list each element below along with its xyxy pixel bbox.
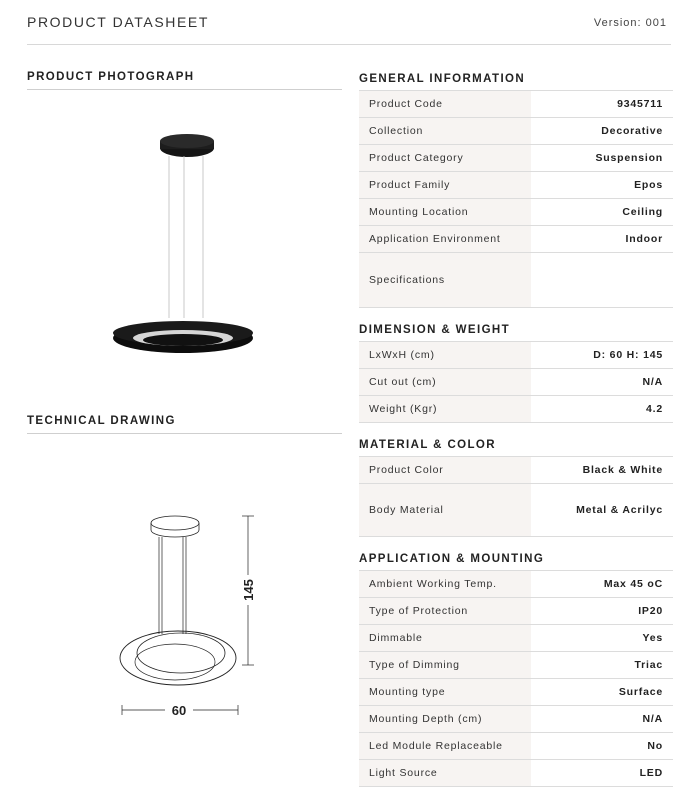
row-label: Ambient Working Temp. [359, 571, 531, 597]
general-information-section [359, 68, 673, 308]
table-row [359, 368, 673, 395]
row-label: LxWxH (cm) [359, 342, 531, 368]
table-row [359, 395, 673, 423]
material-color-title: MATERIAL & COLOR [359, 439, 496, 451]
table-row [359, 597, 673, 624]
table-row [359, 456, 673, 483]
row-value: LED [639, 767, 663, 779]
row-label: Product Family [359, 172, 531, 198]
row-value: IP20 [638, 605, 663, 617]
row-value: Suspension [595, 152, 663, 164]
version-label: Version: 001 [593, 17, 667, 29]
row-value: N/A [642, 713, 663, 725]
material-color-section [359, 434, 673, 537]
table-row [359, 705, 673, 732]
page-title: PRODUCT DATASHEET [27, 14, 209, 30]
row-label: Body Material [359, 484, 531, 536]
row-label: Product Color [359, 457, 531, 483]
row-label: Type of Protection [359, 598, 531, 624]
header-divider [27, 44, 671, 45]
row-value: Ceiling [622, 206, 663, 218]
table-row [359, 732, 673, 759]
dimension-weight-title: DIMENSION & WEIGHT [359, 324, 511, 336]
table-row [359, 624, 673, 651]
application-mounting-title: APPLICATION & MOUNTING [359, 553, 545, 565]
drawing-section-title: TECHNICAL DRAWING [27, 415, 176, 427]
table-row [359, 171, 673, 198]
table-row [359, 198, 673, 225]
row-label: Type of Dimming [359, 652, 531, 678]
row-value: 4.2 [646, 403, 663, 415]
row-value: Black & White [582, 464, 663, 476]
row-value: Yes [642, 632, 663, 644]
row-value: Decorative [601, 125, 663, 137]
application-mounting-section [359, 548, 673, 787]
row-label: Application Environment [359, 226, 531, 252]
row-label: Product Category [359, 145, 531, 171]
table-row [359, 570, 673, 597]
table-row [359, 651, 673, 678]
table-row [359, 225, 673, 252]
row-value: N/A [642, 376, 663, 388]
table-row [359, 678, 673, 705]
spec-tables [359, 68, 673, 798]
general-information-title: GENERAL INFORMATION [359, 73, 526, 85]
row-value: Indoor [625, 233, 663, 245]
table-row [359, 90, 673, 117]
row-label: Cut out (cm) [359, 369, 531, 395]
product-photograph [110, 128, 255, 353]
table-row [359, 144, 673, 171]
row-value: Metal & Acrilyc [576, 504, 663, 516]
row-value: No [647, 740, 663, 752]
height-dimension-label: 145 [241, 579, 256, 601]
technical-drawing [115, 510, 275, 725]
photo-section-title: PRODUCT PHOTOGRAPH [27, 71, 195, 83]
row-value: D: 60 H: 145 [593, 349, 663, 361]
table-row [359, 759, 673, 787]
dimension-weight-section [359, 319, 673, 423]
row-label: Mounting Depth (cm) [359, 706, 531, 732]
row-value: Surface [618, 686, 663, 698]
row-value: Triac [634, 659, 663, 671]
row-label: Mounting Location [359, 199, 531, 225]
table-row [359, 252, 673, 308]
table-row [359, 483, 673, 537]
table-row [359, 117, 673, 144]
row-label: Dimmable [359, 625, 531, 651]
row-label: Product Code [359, 91, 531, 117]
row-label: Led Module Replaceable [359, 733, 531, 759]
row-label: Light Source [359, 760, 531, 786]
row-label: Collection [359, 118, 531, 144]
row-value: Epos [634, 179, 663, 191]
width-dimension-label: 60 [171, 703, 187, 718]
photo-section-divider [27, 89, 342, 90]
row-label: Mounting type [359, 679, 531, 705]
table-row [359, 341, 673, 368]
row-value: 9345711 [617, 98, 663, 110]
row-label: Specifications [359, 253, 531, 307]
drawing-section-divider [27, 433, 342, 434]
row-value: Max 45 oC [603, 578, 663, 590]
row-value [531, 253, 673, 307]
row-label: Weight (Kgr) [359, 396, 531, 422]
